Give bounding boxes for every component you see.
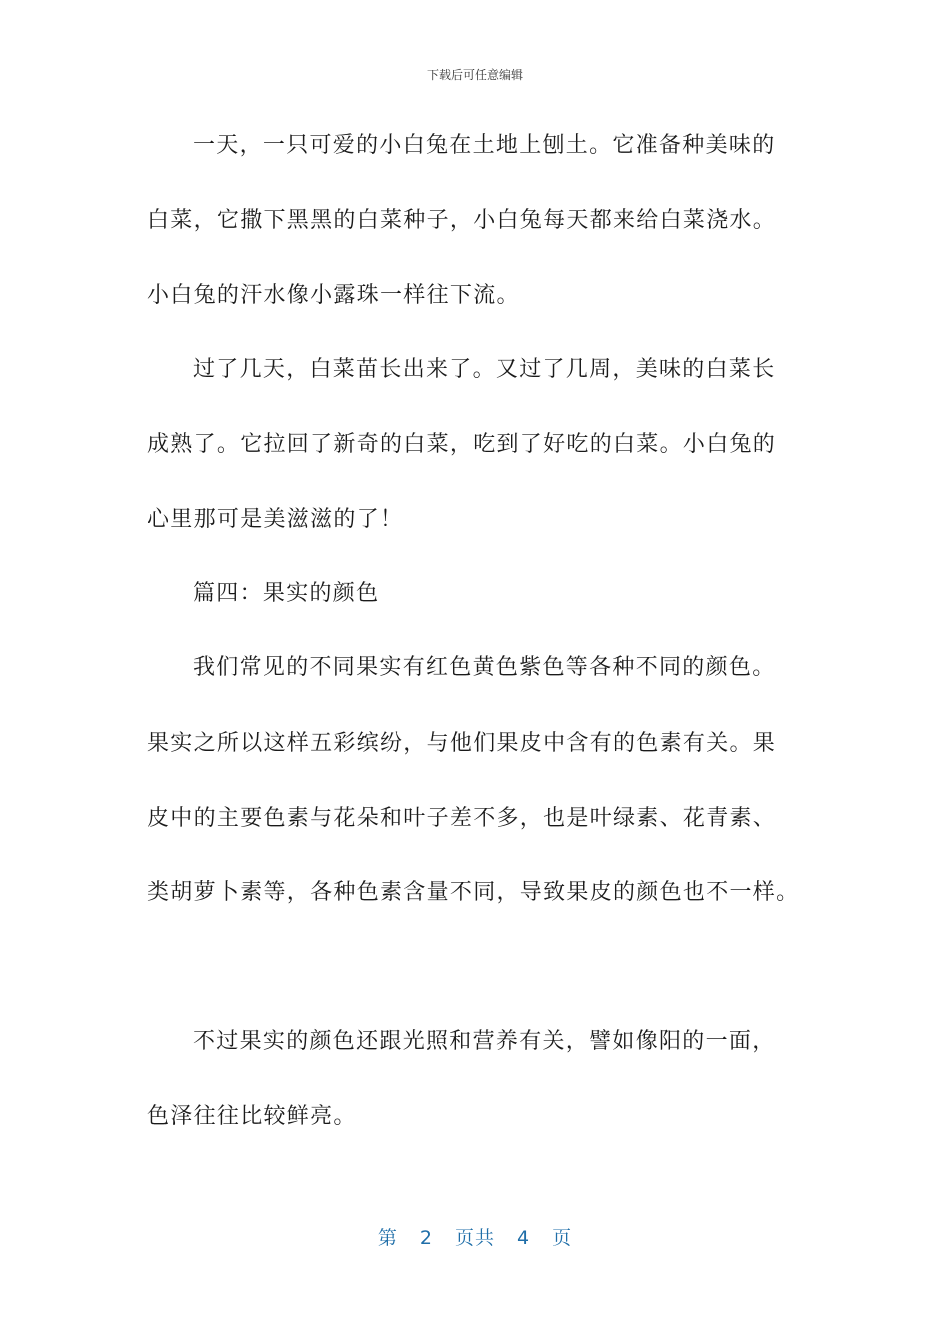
footer-middle: 页共 [454, 1227, 495, 1249]
section-heading: 篇四：果实的颜色 [193, 581, 380, 606]
page-footer [0, 1224, 950, 1252]
paragraph-1-line-2: 白菜，它撒下黑黑的白菜种子，小白兔每天都来给白菜浇水。 [147, 208, 777, 233]
footer-prefix: 第 [377, 1227, 398, 1249]
footer-current-page: 2 [419, 1227, 433, 1249]
paragraph-4-line-1: 不过果实的颜色还跟光照和营养有关，譬如像阳的一面， [193, 1029, 776, 1054]
header-text: 下载后可任意编辑 [426, 68, 523, 82]
footer-suffix: 页 [552, 1227, 573, 1249]
paragraph-1-line-3: 小白兔的汗水像小露珠一样往下流。 [147, 283, 520, 308]
footer-total-pages: 4 [517, 1227, 531, 1249]
paragraph-3-line-2: 果实之所以这样五彩缤纷，与他们果皮中含有的色素有关。果 [147, 731, 777, 756]
paragraph-3-line-1: 我们常见的不同果实有红色黄色紫色等各种不同的颜色。 [193, 655, 776, 680]
page-header [0, 67, 950, 83]
paragraph-3-line-3: 皮中的主要色素与花朵和叶子差不多，也是叶绿素、花青素、 [147, 806, 777, 831]
paragraph-2-line-3: 心里那可是美滋滋的了！ [147, 507, 404, 532]
paragraph-2-line-1: 过了几天，白菜苗长出来了。又过了几周，美味的白菜长 [193, 357, 776, 382]
paragraph-2-line-2: 成熟了。它拉回了新奇的白菜，吃到了好吃的白菜。小白兔的 [147, 432, 777, 457]
paragraph-4-line-2: 色泽往往比较鲜亮。 [147, 1104, 357, 1129]
paragraph-1-line-1: 一天，一只可爱的小白兔在土地上刨土。它准备种美味的 [193, 133, 776, 158]
paragraph-3-line-4: 类胡萝卜素等，各种色素含量不同，导致果皮的颜色也不一样。 [147, 880, 800, 905]
